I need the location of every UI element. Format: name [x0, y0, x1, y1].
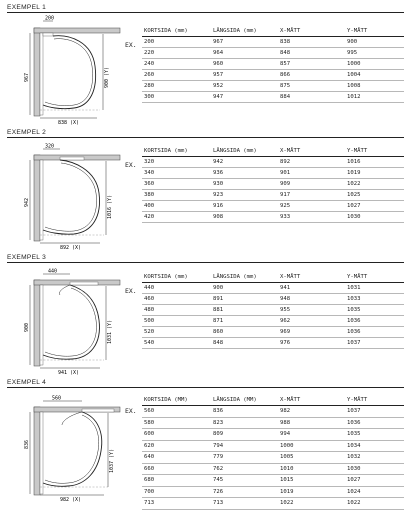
example-3	[0, 254, 414, 376]
ex-label: EX.	[125, 407, 137, 415]
divider	[7, 387, 404, 388]
table-cell: 1033	[345, 294, 404, 305]
door-diagram	[0, 137, 125, 252]
table-cell: 962	[278, 316, 345, 327]
ex-label: EX.	[125, 41, 137, 49]
example-2	[0, 129, 414, 251]
col-x-matt: X-MÅTT	[278, 146, 345, 157]
table-cell: 1000	[278, 440, 345, 452]
table-cell: 420	[142, 212, 211, 223]
table-cell: 1027	[345, 475, 404, 487]
table-row	[142, 168, 404, 179]
table-cell: 220	[142, 48, 211, 59]
dim-right-label: 1037 (Y)	[109, 448, 115, 473]
table-row	[142, 417, 404, 429]
table-cell: 400	[142, 201, 211, 212]
table-row	[142, 190, 404, 201]
table-cell: 1008	[345, 81, 404, 92]
table-cell: 1019	[345, 168, 404, 179]
table-row	[142, 59, 404, 70]
table-cell: 745	[211, 475, 278, 487]
table-cell: 726	[211, 486, 278, 498]
table-cell: 640	[142, 452, 211, 464]
dim-bottom-label: 982 (X)	[60, 497, 82, 503]
table-row	[142, 37, 404, 48]
col-x-matt: X-MÅTT	[278, 26, 345, 37]
dim-top-label: 440	[48, 268, 58, 275]
table-cell: 900	[345, 37, 404, 48]
table-cell: 884	[278, 92, 345, 103]
table-cell: 930	[211, 179, 278, 190]
table-cell: 200	[142, 37, 211, 48]
table-cell: 916	[211, 201, 278, 212]
dim-bottom-label: 838 (X)	[58, 120, 80, 126]
table-row	[142, 316, 404, 327]
table-cell: 713	[211, 498, 278, 510]
example-title: EXEMPEL 4	[7, 379, 47, 386]
table-cell: 762	[211, 463, 278, 475]
table-cell: 857	[278, 59, 345, 70]
col-langsida: LÄNGSIDA (mm)	[211, 26, 278, 37]
example-title: EXEMPEL 2	[7, 129, 47, 136]
table-cell: 942	[211, 157, 278, 168]
col-kortsida: KORTSIDA (mm)	[142, 146, 211, 157]
table-cell: 500	[142, 316, 211, 327]
table-cell: 964	[211, 48, 278, 59]
spec-table	[142, 395, 404, 510]
table-cell: 1027	[345, 201, 404, 212]
table-cell: 901	[278, 168, 345, 179]
table-cell: 779	[211, 452, 278, 464]
table-cell: 440	[142, 283, 211, 294]
table-cell: 809	[211, 429, 278, 441]
col-langsida: LÄNGSIDA (MM)	[211, 395, 278, 406]
table-cell: 1036	[345, 327, 404, 338]
table-cell: 848	[278, 48, 345, 59]
table-cell: 1022	[345, 498, 404, 510]
example-1	[0, 4, 414, 126]
col-y-matt: Y-MÅTT	[345, 146, 404, 157]
table-row	[142, 48, 404, 59]
table-cell: 1015	[278, 475, 345, 487]
table-row	[142, 452, 404, 464]
table-cell: 988	[278, 417, 345, 429]
table-row	[142, 92, 404, 103]
dim-top-label: 320	[45, 143, 55, 150]
door-diagram	[0, 391, 125, 506]
table-cell: 875	[278, 81, 345, 92]
table-cell: 300	[142, 92, 211, 103]
table-cell: 908	[211, 212, 278, 223]
ex-label: EX.	[125, 287, 137, 295]
table-cell: 923	[211, 190, 278, 201]
table-cell: 1022	[345, 179, 404, 190]
table-cell: 871	[211, 316, 278, 327]
table-cell: 1035	[345, 429, 404, 441]
table-cell: 280	[142, 81, 211, 92]
table-cell: 900	[211, 283, 278, 294]
table-cell: 1019	[278, 486, 345, 498]
col-langsida: LÄNGSIDA (mm)	[211, 146, 278, 157]
table-cell: 700	[142, 486, 211, 498]
table-cell: 794	[211, 440, 278, 452]
table-cell: 967	[211, 37, 278, 48]
col-kortsida: KORTSIDA (mm)	[142, 26, 211, 37]
dim-bottom-label: 892 (X)	[60, 245, 82, 251]
table-cell: 1030	[345, 463, 404, 475]
table-cell: 1000	[345, 59, 404, 70]
table-cell: 340	[142, 168, 211, 179]
table-cell: 891	[211, 294, 278, 305]
dim-left-label: 967	[24, 72, 30, 82]
example-title: EXEMPEL 1	[7, 4, 47, 11]
table-cell: 976	[278, 338, 345, 349]
table-cell: 1010	[278, 463, 345, 475]
table-cell: 680	[142, 475, 211, 487]
table-cell: 969	[278, 327, 345, 338]
table-cell: 909	[278, 179, 345, 190]
table-row	[142, 212, 404, 223]
table-row	[142, 201, 404, 212]
dim-top-label: 200	[45, 15, 55, 22]
spec-table	[142, 26, 404, 103]
table-row	[142, 305, 404, 316]
example-4	[0, 379, 414, 521]
table-cell: 933	[278, 212, 345, 223]
table-cell: 360	[142, 179, 211, 190]
table-cell: 955	[278, 305, 345, 316]
table-row	[142, 157, 404, 168]
table-cell: 1036	[345, 316, 404, 327]
table-cell: 560	[142, 406, 211, 418]
table-row	[142, 440, 404, 452]
table-cell: 823	[211, 417, 278, 429]
dim-top-label: 560	[52, 395, 62, 402]
table-row	[142, 70, 404, 81]
table-cell: 1024	[345, 486, 404, 498]
table-cell: 838	[278, 37, 345, 48]
table-cell: 994	[278, 429, 345, 441]
table-cell: 1037	[345, 406, 404, 418]
table-cell: 1025	[345, 190, 404, 201]
table-cell: 848	[211, 338, 278, 349]
table-cell: 520	[142, 327, 211, 338]
table-cell: 1012	[345, 92, 404, 103]
col-y-matt: Y-MÅTT	[345, 395, 404, 406]
table-cell: 982	[278, 406, 345, 418]
table-cell: 600	[142, 429, 211, 441]
table-cell: 860	[211, 327, 278, 338]
table-row	[142, 475, 404, 487]
col-kortsida: KORTSIDA (mm)	[142, 272, 211, 283]
table-cell: 925	[278, 201, 345, 212]
table-cell: 380	[142, 190, 211, 201]
dim-left-label: 900	[24, 322, 30, 332]
table-cell: 320	[142, 157, 211, 168]
table-cell: 917	[278, 190, 345, 201]
col-x-matt: X-MÅTT	[278, 395, 345, 406]
table-cell: 952	[211, 81, 278, 92]
table-cell: 947	[211, 92, 278, 103]
example-title: EXEMPEL 3	[7, 254, 47, 261]
table-row	[142, 338, 404, 349]
dim-right-label: 1016 (Y)	[107, 194, 113, 219]
table-row	[142, 429, 404, 441]
table-cell: 1035	[345, 305, 404, 316]
table-cell: 1016	[345, 157, 404, 168]
table-cell: 892	[278, 157, 345, 168]
table-cell: 1037	[345, 338, 404, 349]
table-cell: 1032	[345, 452, 404, 464]
col-y-matt: Y-MÅTT	[345, 272, 404, 283]
table-row	[142, 463, 404, 475]
table-cell: 580	[142, 417, 211, 429]
table-cell: 936	[211, 168, 278, 179]
table-cell: 960	[211, 59, 278, 70]
table-cell: 866	[278, 70, 345, 81]
ex-label: EX.	[125, 161, 137, 169]
table-cell: 260	[142, 70, 211, 81]
table-cell: 460	[142, 294, 211, 305]
table-row	[142, 327, 404, 338]
table-row	[142, 179, 404, 190]
table-cell: 1036	[345, 417, 404, 429]
dim-left-label: 942	[24, 197, 30, 207]
door-diagram	[0, 262, 125, 377]
dim-bottom-label: 941 (X)	[58, 370, 80, 376]
table-cell: 240	[142, 59, 211, 70]
table-cell: 957	[211, 70, 278, 81]
col-x-matt: X-MÅTT	[278, 272, 345, 283]
table-cell: 881	[211, 305, 278, 316]
table-row	[142, 498, 404, 510]
table-cell: 480	[142, 305, 211, 316]
table-row	[142, 406, 404, 418]
table-cell: 836	[211, 406, 278, 418]
table-cell: 948	[278, 294, 345, 305]
table-row	[142, 283, 404, 294]
table-cell: 1031	[345, 283, 404, 294]
table-cell: 1034	[345, 440, 404, 452]
dim-right-label: 1031 (Y)	[107, 319, 113, 344]
col-y-matt: Y-MÅTT	[345, 26, 404, 37]
col-langsida: LÄNGSIDA (mm)	[211, 272, 278, 283]
table-cell: 660	[142, 463, 211, 475]
table-cell: 1004	[345, 70, 404, 81]
table-cell: 1022	[278, 498, 345, 510]
table-cell: 1005	[278, 452, 345, 464]
table-cell: 995	[345, 48, 404, 59]
spec-table	[142, 146, 404, 223]
table-row	[142, 81, 404, 92]
table-cell: 1030	[345, 212, 404, 223]
table-cell: 941	[278, 283, 345, 294]
table-cell: 540	[142, 338, 211, 349]
table-cell: 620	[142, 440, 211, 452]
table-row	[142, 294, 404, 305]
dim-left-label: 836	[24, 439, 30, 449]
table-cell: 713	[142, 498, 211, 510]
table-row	[142, 486, 404, 498]
spec-table	[142, 272, 404, 349]
dim-right-label: 900 (Y)	[104, 66, 110, 88]
col-kortsida: KORTSIDA (MM)	[142, 395, 211, 406]
door-diagram	[0, 12, 125, 127]
